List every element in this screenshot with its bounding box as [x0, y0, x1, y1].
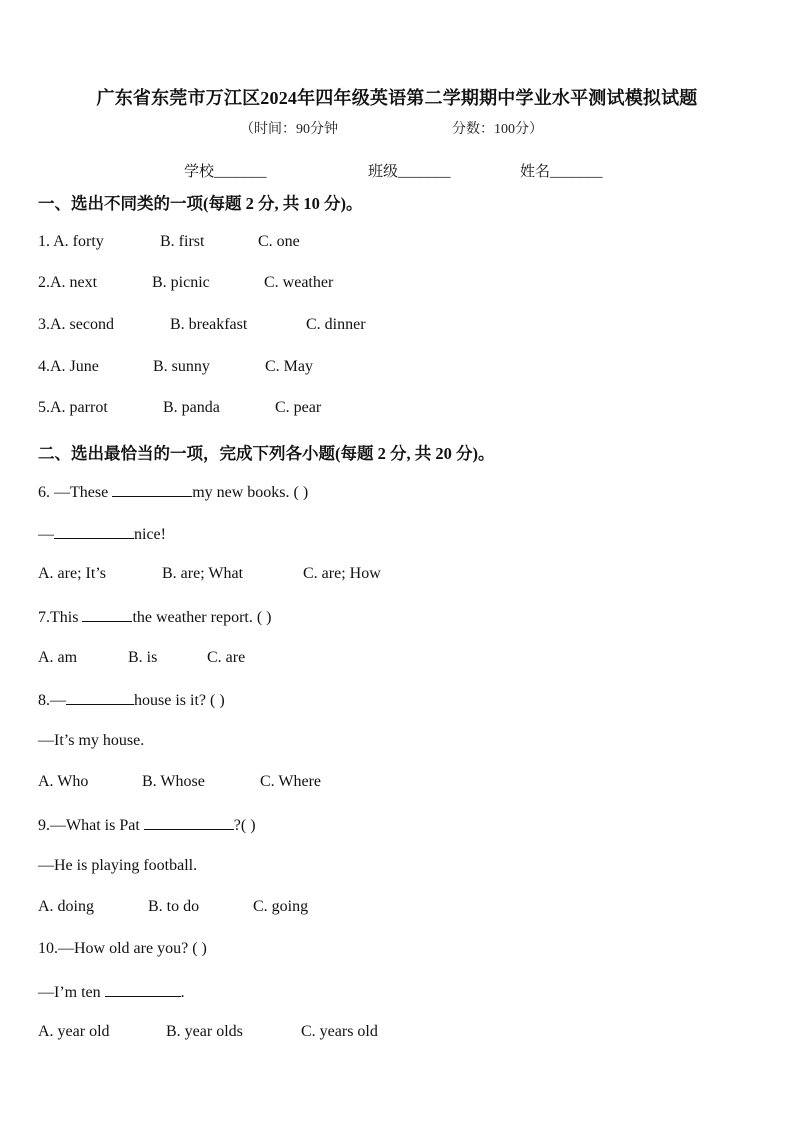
q10-option-b: B. year olds: [166, 1023, 243, 1040]
q5-option-a: 5.A. parrot: [38, 399, 108, 416]
question-7-options: [38, 649, 245, 667]
q6-reply-blank[interactable]: [54, 524, 134, 539]
q10-option-c: C. years old: [301, 1023, 378, 1040]
question-10-options: [38, 1023, 378, 1041]
q6-text-pre: 6. —These: [38, 484, 113, 501]
q9-option-c: C. going: [253, 898, 309, 915]
q8-option-b: B. Whose: [142, 773, 205, 790]
question-3: [38, 316, 366, 334]
question-6: [38, 482, 308, 502]
question-9: [38, 815, 256, 835]
score-info: 分数：100分）: [452, 122, 543, 137]
q3-option-a: 3.A. second: [38, 316, 114, 333]
q8-text-post: house is it? ( ): [134, 692, 225, 709]
question-8-reply: —It’s my house.: [38, 732, 145, 749]
q1-option-b: B. first: [160, 233, 205, 250]
q2-option-c: C. weather: [264, 274, 334, 291]
q6-text-post: my new books. ( ): [192, 484, 309, 501]
q1-option-c: C. one: [258, 233, 300, 250]
q10-reply-pre: —I’m ten: [38, 984, 105, 1001]
q7-text-pre: 7.This: [38, 609, 83, 626]
q6-reply-post: nice!: [134, 526, 166, 543]
q1-option-a: 1. A. forty: [38, 233, 104, 250]
q8-blank[interactable]: [66, 690, 134, 705]
question-9-reply: —He is playing football.: [38, 857, 198, 874]
q6-option-b: B. are; What: [162, 565, 244, 582]
question-6-options: [38, 565, 381, 583]
q7-text-post: the weather report. ( ): [132, 609, 272, 626]
q7-option-c: C. are: [207, 649, 246, 666]
q8-option-c: C. Where: [260, 773, 322, 790]
q4-option-b: B. sunny: [153, 358, 210, 375]
exam-title: 广东省东莞市万江区2024年四年级英语第二学期期中学业水平测试模拟试题: [96, 88, 698, 108]
q7-blank[interactable]: [82, 607, 132, 622]
q9-option-b: B. to do: [148, 898, 200, 915]
question-6-reply: [38, 524, 166, 544]
question-7: [38, 607, 272, 627]
time-info: （时间：90分钟: [240, 122, 338, 137]
question-4: [38, 358, 313, 376]
q9-text-pre: 9.—What is Pat: [38, 817, 144, 834]
q2-option-b: B. picnic: [152, 274, 210, 291]
q6-option-c: C. are; How: [303, 565, 381, 582]
q10-reply-post: .: [180, 984, 185, 1001]
q5-option-c: C. pear: [275, 399, 322, 416]
school-field[interactable]: 学校_______: [184, 164, 267, 180]
q9-text-post: ?( ): [233, 817, 256, 834]
q3-option-c: C. dinner: [306, 316, 366, 333]
q4-option-a: 4.A. June: [38, 358, 99, 375]
q10-blank[interactable]: [105, 982, 181, 997]
question-9-options: [38, 898, 308, 916]
class-field[interactable]: 班级_______: [368, 164, 451, 180]
q8-option-a: A. Who: [38, 773, 89, 790]
q2-option-a: 2.A. next: [38, 274, 98, 291]
question-5: [38, 399, 321, 417]
question-8: [38, 690, 225, 710]
name-field[interactable]: 姓名_______: [520, 164, 603, 180]
question-10-reply: [38, 982, 185, 1002]
question-10: 10.—How old are you? ( ): [38, 940, 207, 957]
q9-blank[interactable]: [144, 815, 234, 830]
q4-option-c: C. May: [265, 358, 313, 375]
question-8-options: [38, 773, 321, 791]
q10-option-a: A. year old: [38, 1023, 110, 1040]
question-1: [38, 233, 300, 251]
q6-blank[interactable]: [112, 482, 192, 497]
q3-option-b: B. breakfast: [170, 316, 248, 333]
q7-option-a: A. am: [38, 649, 78, 666]
question-2: [38, 274, 333, 292]
q7-option-b: B. is: [128, 649, 158, 666]
q6-option-a: A. are; It’s: [38, 565, 106, 582]
q6-reply-pre: —: [38, 526, 54, 543]
section-1-heading: 一、选出不同类的一项(每题 2 分, 共 10 分)。: [38, 194, 363, 213]
q9-option-a: A. doing: [38, 898, 94, 915]
q8-text-pre: 8.—: [38, 692, 66, 709]
q5-option-b: B. panda: [163, 399, 220, 416]
section-2-heading: 二、选出最恰当的一项，完成下列各小题(每题 2 分, 共 20 分)。: [38, 444, 495, 463]
